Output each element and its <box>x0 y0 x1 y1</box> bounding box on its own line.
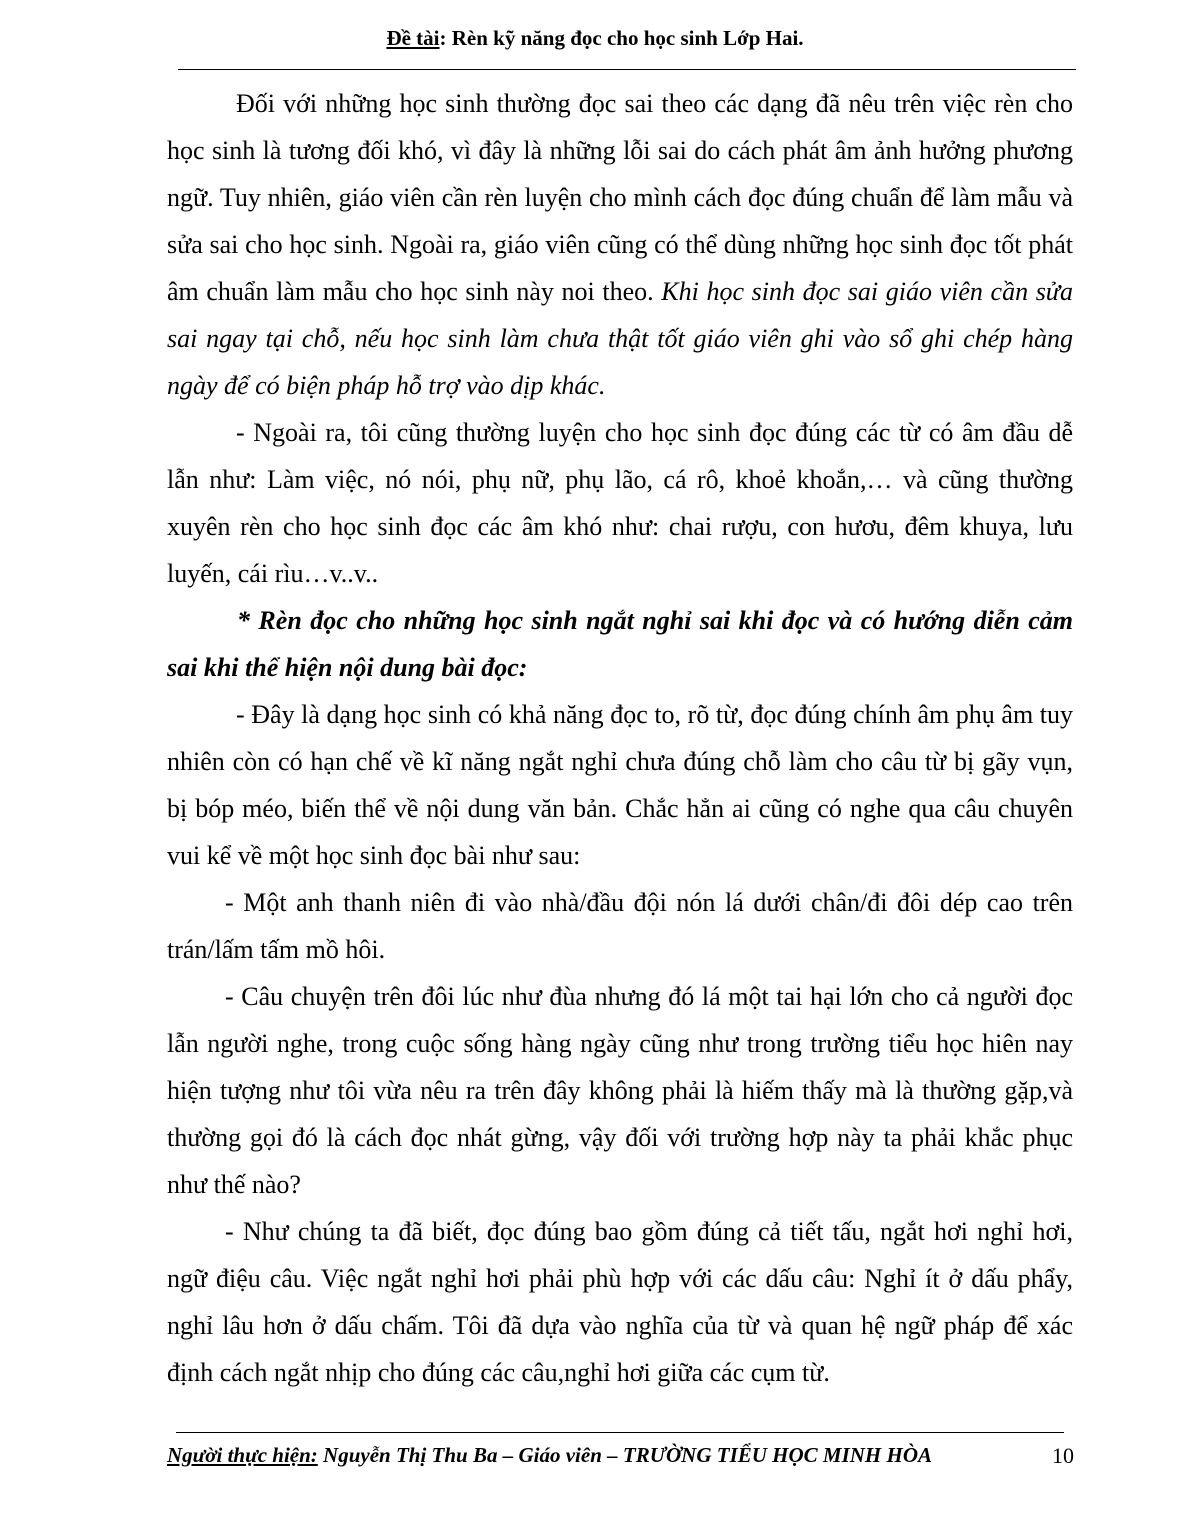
paragraph: - Câu chuyện trên đôi lúc như đùa nhưng đó lá một tai hại lớn cho cả người đọc lẫn người nghe, trong cuộc sống hàng ngày cũng như trong trường tiểu học hiên nay hiện tượng như tôi vừa nêu ra trên đây không phải là hiếm thấy mà là thường gặp,và thường gọi đó là cách đọc nhát gừng, vậy đối với trường hợp này ta phải khắc phục như thế nào? <box>167 982 1073 1199</box>
footer-text: Nguyễn Thị Thu Ba – Giáo viên – TRƯỜNG TIỂU HỌC MINH HÒA <box>317 1443 933 1467</box>
page-header <box>0 26 1190 51</box>
header-divider <box>178 69 1076 70</box>
paragraph: - Như chúng ta đã biết, đọc đúng bao gồm đúng cả tiết tấu, ngắt hơi nghỉ hơi, ngữ điệu câu. Việc ngắt nghỉ hơi phải phù hợp với các dấu câu: Nghỉ ít ở dấu phẩy, nghỉ lâu hơn ở dấu chấm. Tôi đã dựa vào nghĩa của từ và quan hệ ngữ pháp để xác định cách ngắt nhịp cho đúng các câu,nghỉ hơi giữa các cụm từ. <box>167 1217 1073 1387</box>
paragraph <box>167 80 1073 409</box>
page-number: 10 <box>1052 1443 1074 1468</box>
paragraph: - Ngoài ra, tôi cũng thường luyện cho học sinh đọc đúng các từ có âm đầu dễ lẫn như: Làm việc, nó nói, phụ nữ, phụ lão, cá rô, khoẻ khoắn,… và cũng thường xuyên rèn cho học sinh đọc các âm khó như: chai rượu, con hươu, đêm khuya, lưu luyến, cái rìu…v..v.. <box>167 418 1073 588</box>
document-body <box>167 80 1073 1396</box>
paragraph-text: Đối với những học sinh thường đọc sai theo các dạng đã nêu trên việc rèn cho học sinh là tương đối khó, vì đây là những lỗi sai do cách phát âm ảnh hưởng phương ngữ. Tuy nhiên, giáo viên cần rèn luyện cho mình cách đọc đúng chuẩn để làm mẫu và sửa sai cho học sinh. Ngoài ra, giáo viên cũng có thể dùng những học sinh đọc tốt phát âm chuẩn làm mẫu cho học sinh này noi theo. <box>167 89 1073 306</box>
paragraph: - Một anh thanh niên đi vào nhà/đầu đội nón lá dưới chân/đi đôi dép cao trên trán/lấm tấm mồ hôi. <box>167 888 1073 964</box>
paragraph: - Đây là dạng học sinh có khả năng đọc to, rõ từ, đọc đúng chính âm phụ âm tuy nhiên còn có hạn chế về kĩ năng ngắt nghỉ chưa đúng chỗ làm cho câu từ bị gãy vụn, bị bóp méo, biến thể về nội dung văn bản. Chắc hẳn ai cũng có nghe qua câu chuyên vui kể về một học sinh đọc bài như sau: <box>167 700 1073 870</box>
page-footer <box>167 1443 1073 1468</box>
header-title: : Rèn kỹ năng đọc cho học sinh Lớp Hai. <box>439 26 804 50</box>
italic-text: Khi học sinh đọc sai giáo viên cần sửa sai ngay tại chỗ, nếu học sinh làm chưa thật tốt giáo viên ghi vào sổ ghi chép hàng ngày để có biện pháp hỗ trợ vào dịp khác. <box>167 277 1073 400</box>
header-label: Đề tài <box>386 26 440 50</box>
footer-label: Người thực hiện: <box>167 1443 318 1467</box>
section-heading: * Rèn đọc cho những học sinh ngắt nghỉ sai khi đọc và có hướng diễn cảm sai khi thể hiện nội dung bài đọc: <box>167 606 1073 682</box>
footer-divider <box>176 1432 1064 1433</box>
